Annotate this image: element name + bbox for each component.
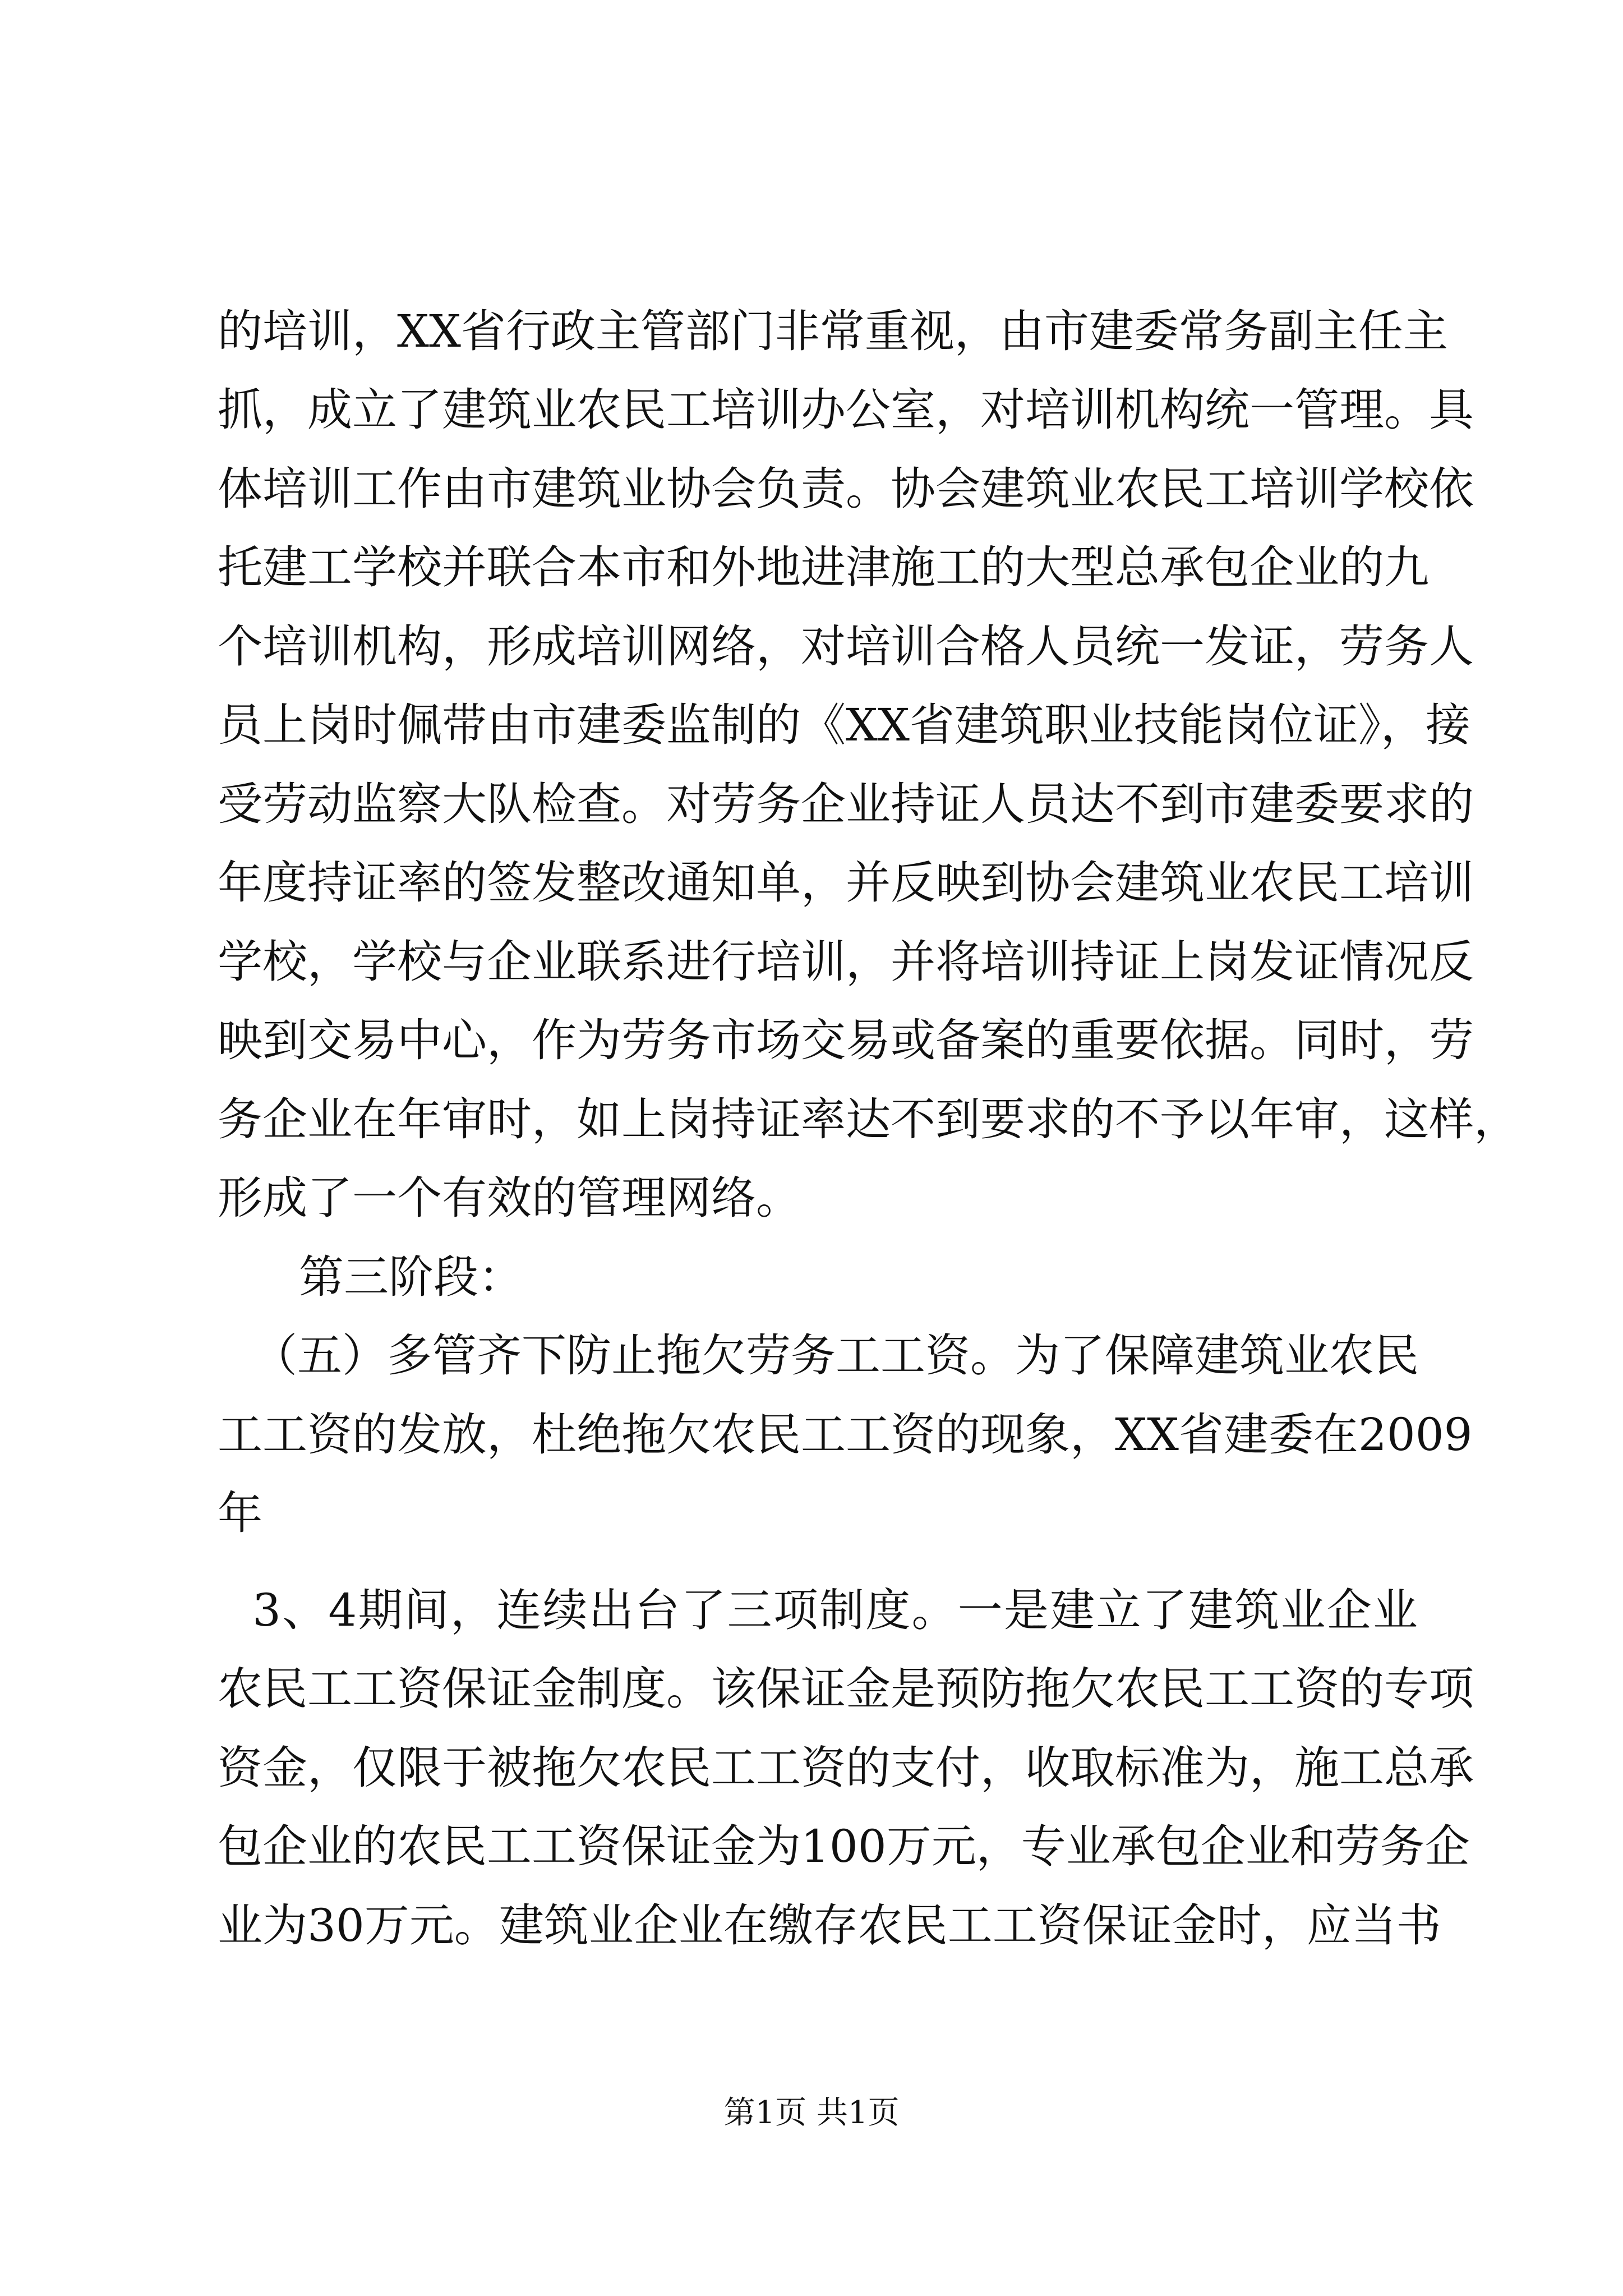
text-line-7: 受劳动监察大队检查。对劳务企业持证人员达不到市建委要求的 xyxy=(218,778,1474,830)
text-line-1: 的培训，XX省行政主管部门非常重视，由市建委常务副主任主 xyxy=(218,305,1448,357)
text-line-20: 包企业的农民工工资保证金为100万元，专业承包企业和劳务企 xyxy=(218,1820,1470,1872)
text-line-16: 年 xyxy=(218,1487,262,1539)
text-line-18: 农民工工资保证金制度。该保证金是预防拖欠农民工工资的专项 xyxy=(218,1663,1474,1715)
text-line-19: 资金，仅限于被拖欠农民工工资的支付，收取标准为，施工总承 xyxy=(218,1742,1474,1794)
text-line-9: 学校，学校与企业联系进行培训，并将培训持证上岗发证情况反 xyxy=(218,936,1474,988)
text-line-15: 工工资的发放，杜绝拖欠农民工工资的现象，XX省建委在2009 xyxy=(218,1409,1473,1461)
text-line-8: 年度持证率的签发整改通知单，并反映到协会建筑业农民工培训 xyxy=(218,857,1474,909)
text-line-14: （五）多管齐下防止拖欠劳务工工资。为了保障建筑业农民 xyxy=(252,1329,1419,1382)
section-heading: 第三阶段： xyxy=(299,1251,523,1303)
text-line-6: 员上岗时佩带由市建委监制的《XX省建筑职业技能岗位证》，接 xyxy=(218,699,1470,751)
text-line-12: 形成了一个有效的管理网络。 xyxy=(218,1172,801,1224)
text-line-4: 托建工学校并联合本市和外地进津施工的大型总承包企业的九 xyxy=(218,541,1429,593)
text-line-10: 映到交易中心，作为劳务市场交易或备案的重要依据。同时，劳 xyxy=(218,1014,1474,1066)
text-line-5: 个培训机构，形成培训网络，对培训合格人员统一发证，劳务人 xyxy=(218,620,1474,673)
page-footer: 第1页 共1页 xyxy=(723,2095,900,2131)
text-line-3: 体培训工作由市建筑业协会负责。协会建筑业农民工培训学校依 xyxy=(218,463,1474,515)
text-line-17: 3、4期间，连续出台了三项制度。一是建立了建筑业企业 xyxy=(252,1584,1418,1636)
text-line-11: 务企业在年审时，如上岗持证率达不到要求的不予以年审，这样， xyxy=(218,1093,1519,1145)
text-line-2: 抓，成立了建筑业农民工培训办公室，对培训机构统一管理。具 xyxy=(218,384,1474,436)
text-line-21: 业为30万元。建筑业企业在缴存农民工工资保证金时，应当书 xyxy=(218,1899,1441,1952)
